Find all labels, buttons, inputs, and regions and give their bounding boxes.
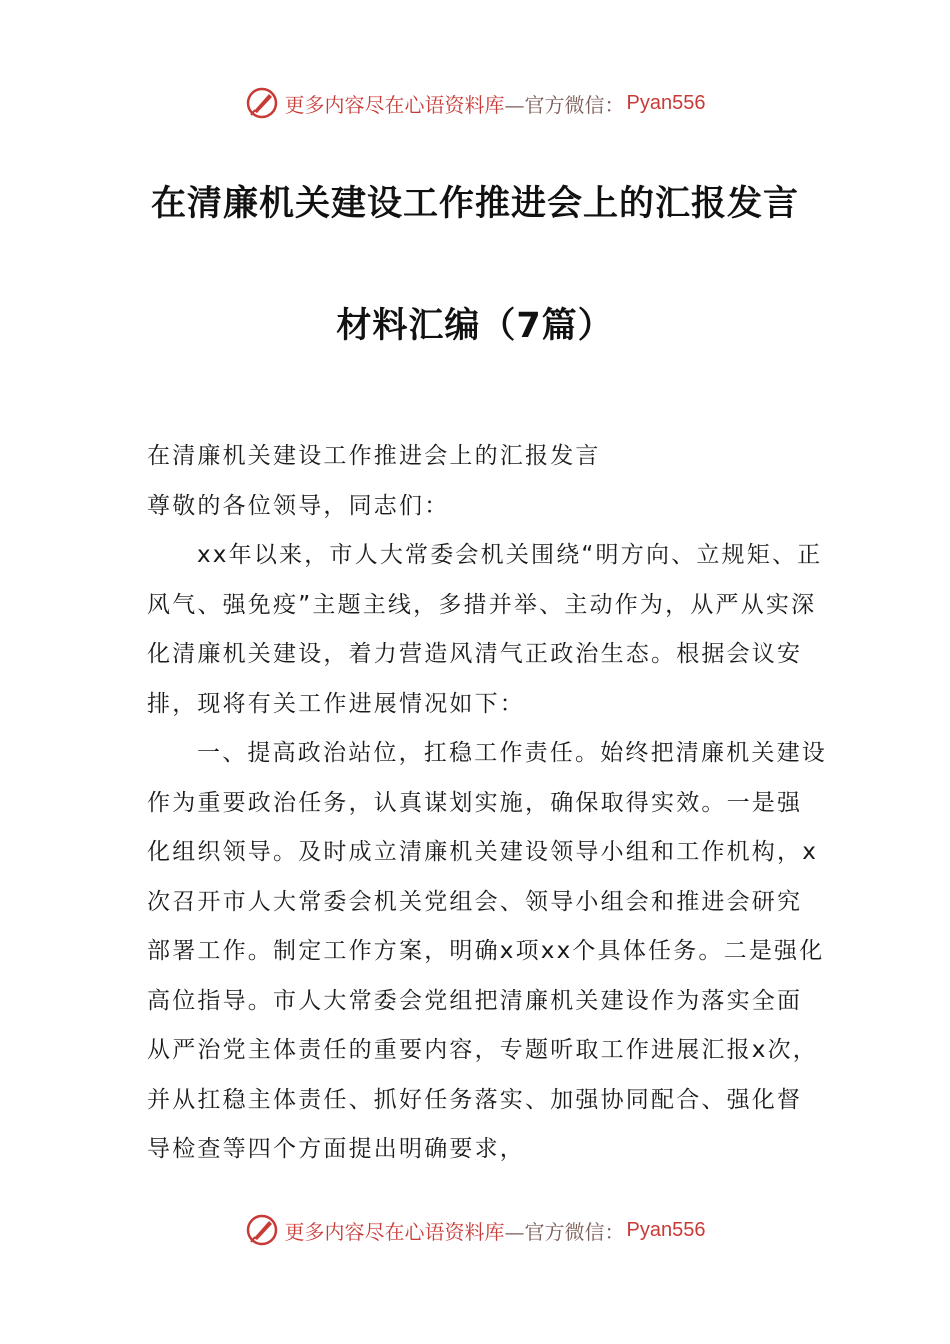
document-title-line2: 材料汇编（7篇） [336, 306, 614, 346]
watermark-separator: —官方微信： [504, 92, 625, 117]
salutation: 尊敬的各位领导，同志们： [147, 492, 450, 519]
watermark-text: 更多内容尽在心语资料库 [284, 92, 505, 117]
wechat-id: Pyan556 [626, 91, 706, 114]
watermark-separator: —官方微信： [504, 1219, 625, 1244]
watermark-banner-bottom [0, 1210, 950, 1250]
document-body [147, 432, 827, 1175]
watermark-banner-top [0, 83, 950, 123]
document-title-line1: 在清廉机关建设工作推进会上的汇报发言 [150, 184, 799, 224]
watermark-text: 更多内容尽在心语资料库 [284, 1219, 505, 1244]
section-subtitle: 在清廉机关建设工作推进会上的汇报发言 [147, 443, 601, 469]
wechat-id: Pyan556 [626, 1218, 706, 1241]
paragraph-intro: xx年以来，市人大常委会机关围绕“明方向、立规矩、正风气、强免疫”主题主线，多措并举、主动作为，从严从实深化清廉机关建设，着力营造风清气正政治生态。根据会议安排，现将有关工作进展情况如下： [147, 542, 823, 717]
paragraph-section-one: 一、提高政治站位，扛稳工作责任。始终把清廉机关建设作为重要政治任务，认真谋划实施，确保取得实效。一是强化组织领导。及时成立清廉机关建设领导小组和工作机构，x次召开市人大常委会机关党组会、领导小组会和推进会研究部署工作。制定工作方案，明确x项xx个具体任务。二是强化高位指导。市人大常委会党组把清廉机关建设作为落实全面从严治党主体责任的重要内容，专题听取工作进展汇报x次，并从扛稳主体责任、抓好任务落实、加强协同配合、强化督导检查等四个方面提出明确要求， [147, 740, 827, 1162]
quill-pen-logo-icon [245, 86, 279, 120]
quill-pen-logo-icon [245, 1213, 279, 1247]
